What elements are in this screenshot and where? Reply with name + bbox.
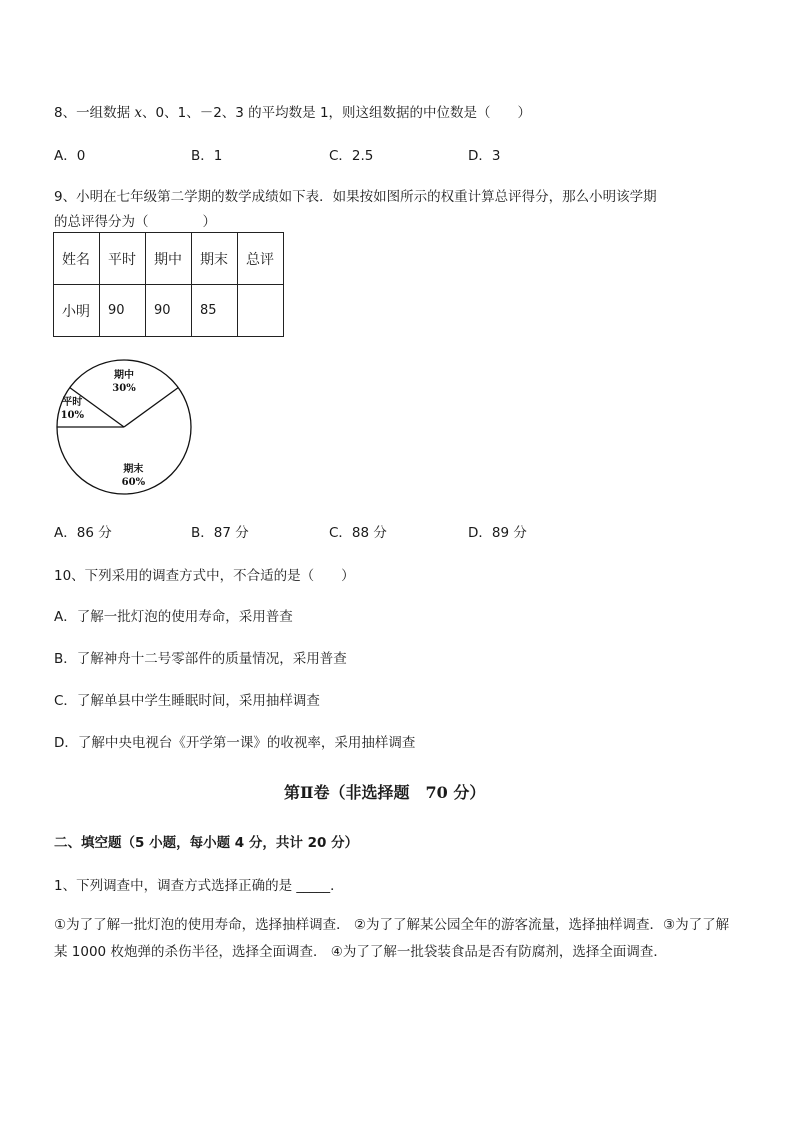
table-cell-final: 85 [192, 285, 238, 337]
q9-option-c: C．88 分 [329, 525, 387, 541]
question-9-stem-line2: 的总评得分为（ ） [54, 214, 216, 230]
table-row [54, 285, 284, 337]
q10-option-b: B．了解神舟十二号零部件的质量情况，采用普查 [54, 651, 347, 667]
table-cell-name: 小明 [54, 285, 100, 337]
table-header-cell: 总评 [238, 233, 284, 285]
pie-label-0: 平时 [62, 396, 83, 408]
q8-option-b: B．1 [191, 148, 223, 164]
q9-option-a: A．86 分 [54, 525, 112, 541]
q8-option-d: D．3 [468, 148, 501, 164]
weight-pie-chart [54, 358, 194, 498]
question-8-stem: 8、一组数据 x、0、1、－2、3 的平均数是 1，则这组数据的中位数是（ ） [54, 105, 532, 121]
table-header-row [54, 233, 284, 285]
q8-option-a: A．0 [54, 148, 86, 164]
variable-x: x [134, 105, 143, 121]
pie-value-0: 10% [60, 409, 85, 421]
question-9-stem-line1: 9、小明在七年级第二学期的数学成绩如下表．如果按如图所示的权重计算总评得分，那么小明该学期 [54, 189, 657, 205]
table-header-cell: 姓名 [54, 233, 100, 285]
table-cell-midterm: 90 [146, 285, 192, 337]
q9-option-b: B．87 分 [191, 525, 249, 541]
pie-value-2: 60% [121, 477, 146, 489]
q9-option-d: D．89 分 [468, 525, 527, 541]
pie-label-2: 期末 [123, 464, 144, 476]
pie-label-1: 期中 [114, 370, 134, 382]
fill-question-1-body: ①为了了解一批灯泡的使用寿命，选择抽样调查． ②为了了解某公园全年的游客流量，选择抽样调查．③为了了解某 1000 枚炮弹的杀伤半径，选择全面调查． ④为了了解一批袋装食品是否有防腐剂，选择全面调查． [54, 917, 730, 960]
q8-option-c: C．2.5 [329, 148, 374, 164]
question-10-stem: 10、下列采用的调查方式中，不合适的是（ ） [54, 568, 355, 584]
score-table [53, 232, 284, 337]
table-header-cell: 平时 [100, 233, 146, 285]
part-two-heading: 二、填空题（5 小题，每小题 4 分，共计 20 分） [54, 835, 359, 851]
fill-question-1-stem: 1、下列调查中，调查方式选择正确的是 _____． [54, 878, 344, 894]
section-title: 第Ⅱ卷（非选择题 70 分） [284, 783, 486, 802]
q10-option-a: A．了解一批灯泡的使用寿命，采用普查 [54, 609, 293, 625]
table-cell-total [238, 285, 284, 337]
q10-option-c: C．了解单县中学生睡眠时间，采用抽样调查 [54, 693, 320, 709]
table-header-cell: 期末 [192, 233, 238, 285]
table-header-cell: 期中 [146, 233, 192, 285]
table-cell-usual: 90 [100, 285, 146, 337]
pie-value-1: 30% [112, 383, 136, 395]
q10-option-d: D．了解中央电视台《开学第一课》的收视率，采用抽样调查 [54, 735, 416, 751]
